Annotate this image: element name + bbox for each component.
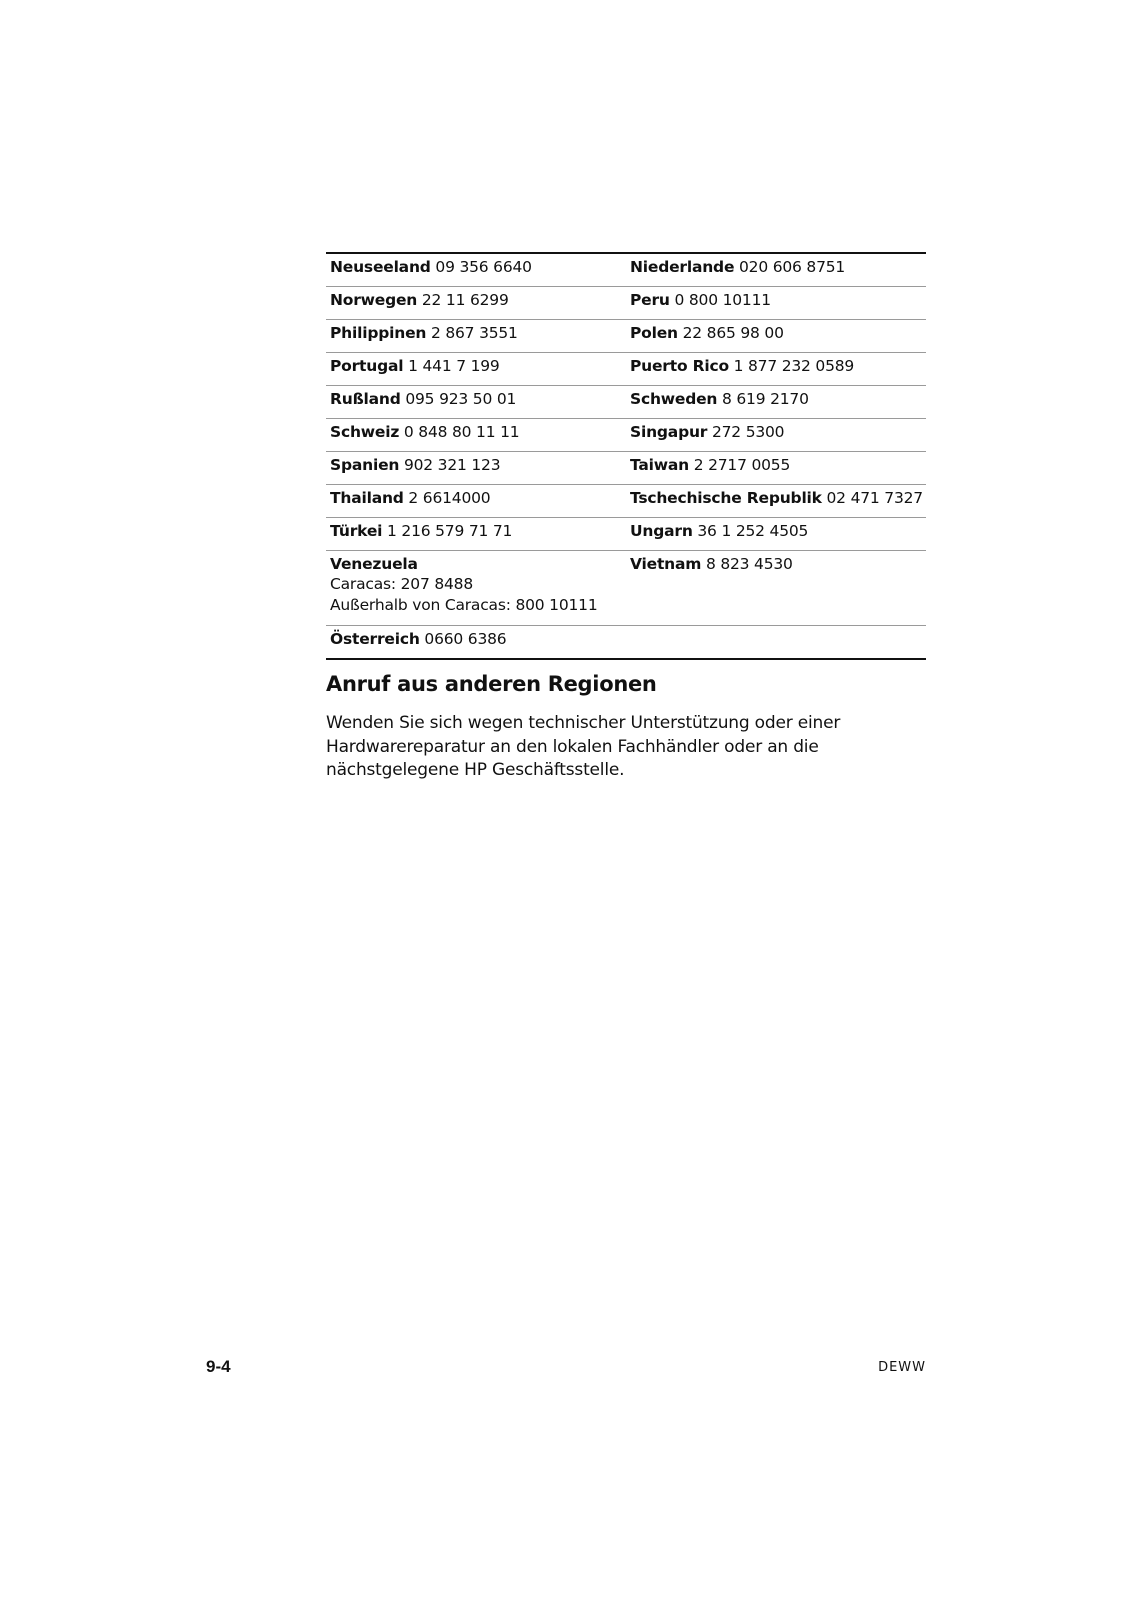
country-name: Norwegen — [330, 291, 418, 309]
phone-number: 0 848 80 11 11 — [403, 423, 520, 441]
country-name: Thailand — [330, 489, 404, 507]
table-cell — [326, 518, 626, 550]
country-name: Schweden — [630, 390, 718, 408]
table-cell — [326, 551, 626, 625]
phone-number: 02 471 7327 — [826, 489, 923, 507]
table-cell — [626, 287, 926, 319]
table-cell — [326, 626, 626, 658]
country-name: Philippinen — [330, 324, 427, 342]
country-name: Venezuela — [330, 555, 418, 573]
table-cell — [626, 254, 926, 286]
table-cell — [626, 419, 926, 451]
phone-number: 22 11 6299 — [421, 291, 509, 309]
section-body: Wenden Sie sich wegen technischer Unterstützung oder einer Hardwarereparatur an den lokalen Fachhändler oder an die nächstgelegene HP Geschäftsstelle. — [326, 713, 841, 780]
document-code: DEWW — [878, 1360, 926, 1375]
table-cell — [326, 254, 626, 286]
country-name: Tschechische Republik — [630, 489, 822, 507]
country-name: Portugal — [330, 357, 404, 375]
country-name: Schweiz — [330, 423, 400, 441]
phone-number: 22 865 98 00 — [682, 324, 784, 342]
table-cell — [626, 626, 926, 658]
table-row — [326, 419, 926, 452]
country-name: Ungarn — [630, 522, 693, 540]
country-name: Peru — [630, 291, 670, 309]
country-name: Türkei — [330, 522, 383, 540]
phone-number: 36 1 252 4505 — [697, 522, 809, 540]
section-heading: Anruf aus anderen Regionen — [326, 672, 657, 696]
table-row — [326, 287, 926, 320]
phone-number: Caracas: 207 8488 — [330, 575, 473, 593]
table-row — [326, 551, 926, 626]
phone-number: 09 356 6640 — [435, 258, 532, 276]
table-cell — [626, 320, 926, 352]
phone-number: 8 619 2170 — [722, 390, 809, 408]
table-cell — [326, 287, 626, 319]
table-cell — [326, 353, 626, 385]
phone-number: 1 877 232 0589 — [733, 357, 855, 375]
table-row — [326, 386, 926, 419]
phone-number: 020 606 8751 — [739, 258, 846, 276]
phone-number: 2 6614000 — [408, 489, 491, 507]
country-name: Vietnam — [630, 555, 702, 573]
country-name: Polen — [630, 324, 678, 342]
table-cell — [626, 551, 926, 625]
table-cell — [626, 386, 926, 418]
country-name: Österreich — [330, 630, 420, 648]
table-cell — [626, 485, 926, 517]
table-cell — [626, 452, 926, 484]
country-name: Singapur — [630, 423, 708, 441]
country-name: Rußland — [330, 390, 401, 408]
phone-number: 2 867 3551 — [430, 324, 518, 342]
table-row — [326, 353, 926, 386]
phone-number: 0 800 10111 — [674, 291, 771, 309]
table-cell — [326, 452, 626, 484]
table-cell — [326, 485, 626, 517]
phone-number: 902 321 123 — [403, 456, 501, 474]
table-row — [326, 452, 926, 485]
page-number: 9-4 — [206, 1357, 231, 1376]
phone-number: 1 441 7 199 — [408, 357, 500, 375]
table-row — [326, 320, 926, 353]
table-row — [326, 485, 926, 518]
table-cell — [326, 419, 626, 451]
table-cell — [326, 320, 626, 352]
table-cell — [326, 386, 626, 418]
phone-number: 0660 6386 — [424, 630, 507, 648]
phone-number: 8 823 4530 — [705, 555, 793, 573]
table-row — [326, 626, 926, 658]
table-row — [326, 518, 926, 551]
country-name: Neuseeland — [330, 258, 431, 276]
phone-number: Außerhalb von Caracas: 800 10111 — [330, 596, 598, 614]
country-name: Taiwan — [630, 456, 689, 474]
support-phone-table — [326, 252, 926, 660]
phone-number: 1 216 579 71 71 — [387, 522, 513, 540]
table-cell — [626, 353, 926, 385]
country-name: Spanien — [330, 456, 400, 474]
phone-number: 2 2717 0055 — [693, 456, 791, 474]
table-cell — [626, 518, 926, 550]
country-name: Puerto Rico — [630, 357, 729, 375]
table-row — [326, 254, 926, 287]
country-name: Niederlande — [630, 258, 735, 276]
phone-number: 272 5300 — [711, 423, 785, 441]
phone-number: 095 923 50 01 — [405, 390, 517, 408]
